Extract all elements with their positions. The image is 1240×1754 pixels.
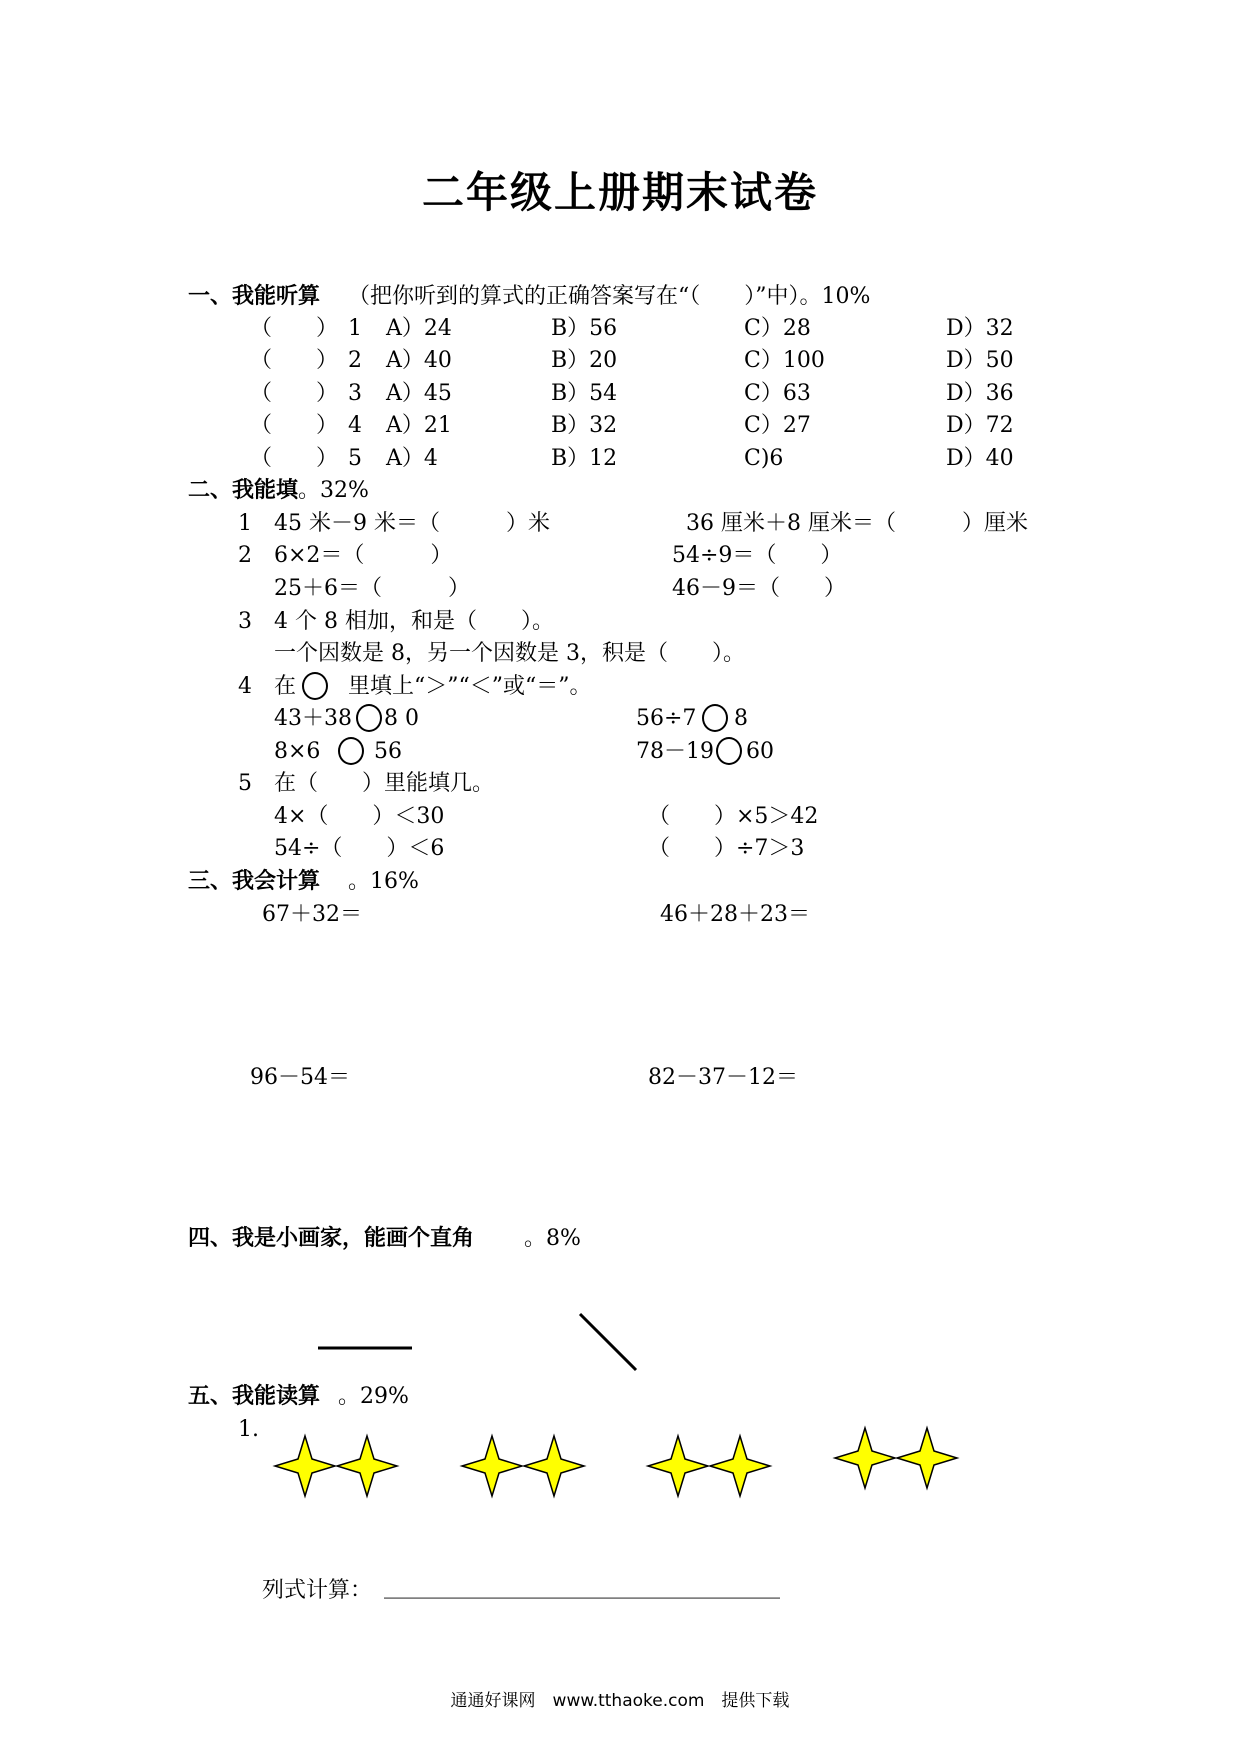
question-number: 5 xyxy=(348,446,362,471)
q5-instruction: 在（ ）里能填几。 xyxy=(274,771,495,796)
section2-heading: 二、我能填 xyxy=(188,478,299,503)
q5-expr-d: （ ）÷7＞3 xyxy=(648,836,805,861)
option-d: D）50 xyxy=(946,348,1014,373)
option-b: B）32 xyxy=(551,413,618,438)
option-d: D）40 xyxy=(946,446,1014,471)
option-b: B）56 xyxy=(551,316,618,341)
q5-number: 5 xyxy=(238,771,252,796)
question-number: 1 xyxy=(348,316,362,341)
star-icon xyxy=(897,1428,957,1488)
q4-number: 4 xyxy=(238,674,252,699)
answer-blank[interactable]: （ ） xyxy=(250,348,339,373)
question-number: 4 xyxy=(348,413,362,438)
q4-b-left: 56÷7 xyxy=(636,706,697,731)
section4-percent: 。8% xyxy=(524,1226,581,1251)
answer-blank[interactable]: （ ） xyxy=(250,446,339,471)
option-c: C）100 xyxy=(744,348,825,373)
calc-expr-2: 46＋28＋23＝ xyxy=(660,902,810,927)
option-b: B）54 xyxy=(551,381,618,406)
answer-blank[interactable]: （ ） xyxy=(250,316,339,341)
q2-expr-a: 6×2＝（ ） xyxy=(274,543,453,568)
option-c: C）63 xyxy=(744,381,811,406)
option-a: A）21 xyxy=(386,413,452,438)
q1-number: 1. xyxy=(238,1417,259,1442)
q2-expr-b: 54÷9＝（ ） xyxy=(672,543,843,568)
option-c: C）28 xyxy=(744,316,811,341)
q1-right: 36 厘米＋8 厘米＝（ ）厘米 xyxy=(686,511,1028,536)
q5-expr-a: 4×（ ）＜30 xyxy=(274,804,445,829)
option-a: A）4 xyxy=(386,446,438,471)
calc-expr-4: 82－37－12＝ xyxy=(648,1065,798,1090)
star-icon xyxy=(275,1436,335,1496)
q4-prefix: 在 xyxy=(274,674,297,699)
q4-c-left: 8×6 xyxy=(274,739,321,764)
star-icon xyxy=(835,1428,895,1488)
star-icon xyxy=(524,1436,584,1496)
q1-number: 1 xyxy=(238,511,252,536)
option-d: D）32 xyxy=(946,316,1014,341)
q5-expr-b: （ ）×5＞42 xyxy=(648,804,819,829)
q4-a-left: 43＋38 xyxy=(274,706,352,731)
star-icon xyxy=(337,1436,397,1496)
option-a: A）24 xyxy=(386,316,452,341)
q4-c-right: 56 xyxy=(374,739,402,764)
option-a: A）40 xyxy=(386,348,452,373)
section5-heading: 五、我能读算 xyxy=(188,1384,321,1409)
q5-expr-c: 54÷（ ）＜6 xyxy=(274,836,445,861)
q3-line-b: 一个因数是 8，另一个因数是 3，积是（ ）。 xyxy=(274,641,745,666)
q2-expr-d: 46－9＝（ ） xyxy=(672,576,846,601)
q2-expr-c: 25＋6＝（ ） xyxy=(274,576,470,601)
section4-heading: 四、我是小画家，能画个直角 xyxy=(188,1226,475,1251)
q4-a-right: 8 0 xyxy=(384,706,419,731)
question-number: 2 xyxy=(348,348,362,373)
star-icon xyxy=(648,1436,708,1496)
option-a: A）45 xyxy=(386,381,452,406)
calc-expr-1: 67＋32＝ xyxy=(262,902,362,927)
formula-label: 列式计算： xyxy=(262,1578,373,1603)
q2-number: 2 xyxy=(238,543,252,568)
answer-blank[interactable]: （ ） xyxy=(250,413,339,438)
page-title: 二年级上册期末试卷 xyxy=(421,168,818,217)
calc-expr-3: 96－54＝ xyxy=(250,1065,350,1090)
q4-b-right: 8 xyxy=(734,706,748,731)
q4-d-left: 78－19 xyxy=(636,739,714,764)
question-number: 3 xyxy=(348,381,362,406)
section3-percent: 。16% xyxy=(348,869,419,894)
section3-heading: 三、我会计算 xyxy=(188,869,321,894)
q4-d-right: 60 xyxy=(746,739,774,764)
section1-description: （把你听到的算式的正确答案写在“（ ）”中）。10% xyxy=(348,284,871,309)
footer-credit: 通通好课网 www.tthaoke.com 提供下载 xyxy=(450,1691,790,1711)
formula-answer-line[interactable]: ____________________________________ xyxy=(384,1574,780,1599)
answer-blank[interactable]: （ ） xyxy=(250,381,339,406)
q1-left: 45 米－9 米＝（ ）米 xyxy=(274,511,550,536)
option-b: B）20 xyxy=(551,348,618,373)
q4-instruction: 里填上“＞”“＜”或“＝”。 xyxy=(348,674,592,699)
section5-percent: 。29% xyxy=(338,1384,409,1409)
option-b: B）12 xyxy=(551,446,618,471)
option-c: C)6 xyxy=(744,446,784,471)
option-d: D）36 xyxy=(946,381,1014,406)
section2-percent: 。32% xyxy=(298,478,369,503)
q3-number: 3 xyxy=(238,609,252,634)
option-d: D）72 xyxy=(946,413,1014,438)
q3-line-a: 4 个 8 相加，和是（ ）。 xyxy=(274,609,554,634)
star-icon xyxy=(710,1436,770,1496)
section1-heading: 一、我能听算 xyxy=(188,284,321,309)
star-icon xyxy=(462,1436,522,1496)
option-c: C）27 xyxy=(744,413,811,438)
